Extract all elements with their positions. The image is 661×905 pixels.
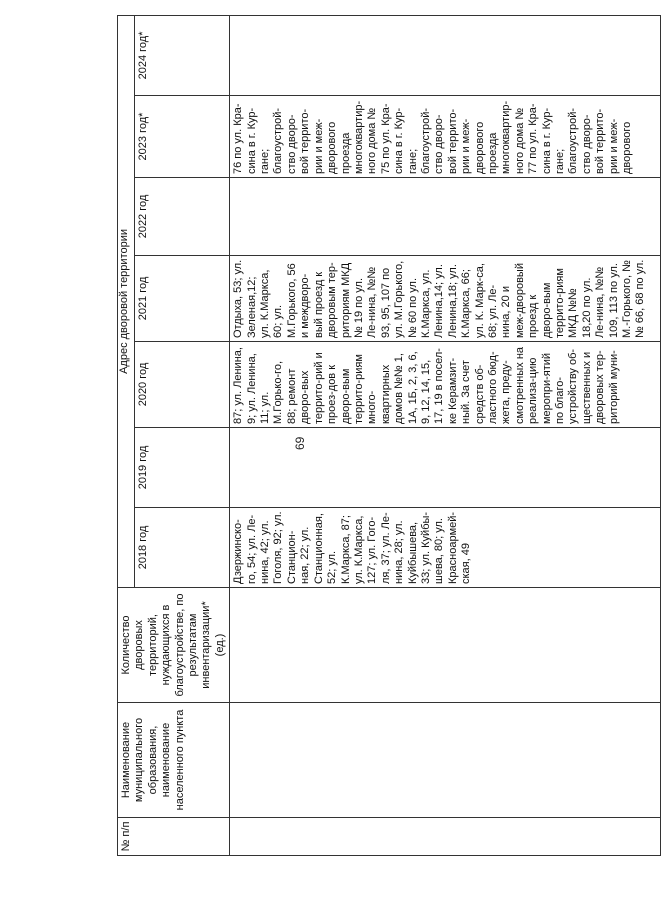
cell-name	[230, 703, 661, 818]
cell-2019	[230, 428, 661, 508]
cell-count	[230, 588, 661, 703]
cell-2023: 76 по ул. Кра-сина в г. Кур-гане; благоустрой-ство дворо-вой террито-рии и меж-дворового проезда многоквартир-ного дома № 75 по ул. Кра-сина в г. Кур-гане; благоустрой-ство дворо-вой террито-рии и меж-дворового проезда многоквартир-ного дома № 77 по ул. Кра-сина в г. Кур-гане; благоустрой-ство дворо-вой террито-рии и меж-дворового	[230, 96, 661, 178]
cell-num	[230, 818, 661, 856]
header-2024: 2024 год*	[134, 15, 229, 95]
header-address-group: Адрес дворовой территории	[118, 15, 135, 587]
header-2021: 2021 год	[134, 256, 229, 342]
page-number: 69	[293, 436, 307, 450]
header-2018: 2018 год	[134, 508, 229, 588]
header-count: Количество дворовых территорий, нуждающихся в благоустройстве, по результатам инвентаризации* (ед.)	[118, 588, 230, 703]
cell-2020: 87; ул. Ленина, 9; ул. Ленина, 11; ул. М.Горько-го, 88; ремонт дворо-вых террито-рий и проез-дов к дворо-вым террито-риям много-квартирных домов №№ 1, 1А, 1Б, 2, 3, 6, 9, 12, 14, 15, 17, 19 в посел-ке Керамзит-ный. За счет средств об-ластного бюд-жета, преду-смотренных на реализа-цию меропри-ятий по благо-устройству об-щественных и дворовых тер-риторий муни-	[230, 342, 661, 428]
header-2022: 2022 год	[134, 178, 229, 256]
cell-2022	[230, 178, 661, 256]
yard-territories-table	[117, 15, 661, 856]
rotated-table-container	[117, 31, 647, 856]
cell-2021: Отдыха, 53; ул. Зеленая,12; ул. К.Маркса, 60; ул. М.Горького, 56 и междворо-вый проезд к дворовым тер-риториям МКД № 19 по ул. Ле-нина, №№ 93, 95, 107 по ул. М.Горького, № 60 по ул. К.Маркса, ул. Ленина,14; ул. Ленина,18; ул. К.Маркса, 66; ул. К. Марк-са, 68; ул. Ле-нина, 20 и меж-дворовый проезд к дворо-вым террито-риям МКД №№ 18,20 по ул. Ле-нина, №№ 109, 113 по ул. М.-Горького, №№ 66, 68 по ул.	[230, 256, 661, 342]
header-name: Наименование муниципального образования, наименование населенного пункта	[118, 703, 230, 818]
header-2023: 2023 год*	[134, 96, 229, 178]
header-2020: 2020 год	[134, 342, 229, 428]
header-num: № п/п	[118, 818, 230, 856]
cell-2024	[230, 15, 661, 95]
cell-2018: Дзержинско-го, 54; ул. Ле-нина, 42; ул. Гоголя, 92; ул. Станцион-ная, 22; ул. Станционная, 52; ул. К.Маркса, 87; ул. К.Маркса, 127; ул. Гого-ля, 37; ул. Ле-нина, 28; ул. Куйбышева, 33; ул. Куйбы-шева, 80; ул. Красноармей-ская, 49	[230, 508, 661, 588]
header-2019: 2019 год	[134, 428, 229, 508]
